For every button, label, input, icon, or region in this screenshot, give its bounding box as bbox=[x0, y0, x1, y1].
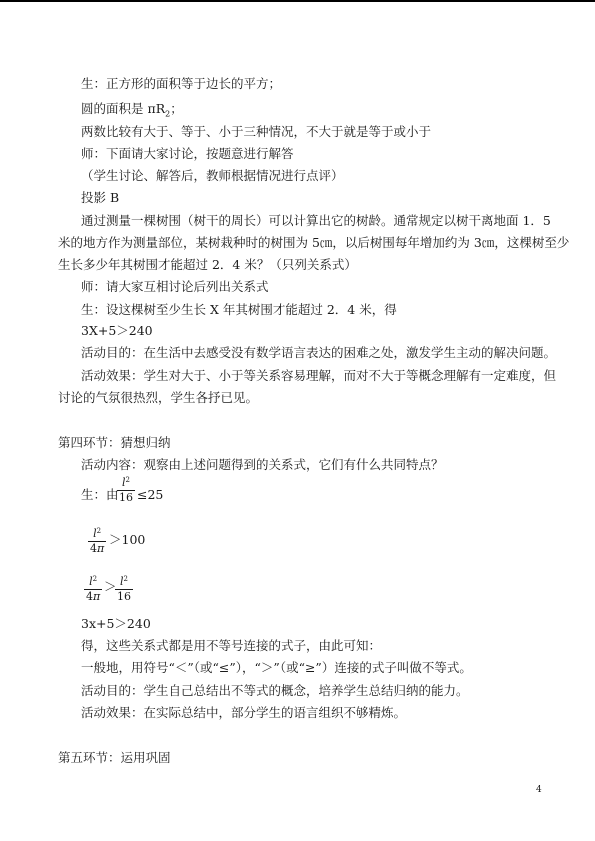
paragraph: 通过测量一棵树围（树干的周长）可以计算出它的树龄。通常规定以树干离地面 1．5 bbox=[81, 213, 551, 228]
header-rule bbox=[0, 0, 595, 2]
relation-gt-100: ＞100 bbox=[109, 532, 146, 547]
equation: 3x+5＞240 bbox=[81, 616, 151, 631]
paragraph: 生长多少年其树围才能超过 2．4 米？（只列关系式） bbox=[58, 257, 357, 272]
paragraph: 两数比较有大于、等于、小于三种情况，不大于就是等于或小于 bbox=[81, 124, 432, 139]
paragraph: 得，这些关系式都是用不等号连接的式子，由此可知： bbox=[81, 638, 382, 653]
fraction-l2-over-4pi: $l^2$ 4π bbox=[90, 527, 105, 555]
fraction-l2-over-16: $l^2$ 16 bbox=[119, 476, 133, 504]
paragraph: 活动内容：观察由上述问题得到的关系式，它们有什么共同特点？ bbox=[81, 457, 444, 472]
paragraph: 米的地方作为测量部位，某树栽种时的树围为 5㎝，以后树围每年增加约为 3㎝，这棵树至少 bbox=[58, 235, 570, 250]
page-number: 4 bbox=[536, 785, 542, 795]
section-heading: 第五环节：运用巩固 bbox=[58, 750, 171, 765]
paragraph: 生：正方形的面积等于边长的平方； bbox=[81, 76, 282, 91]
paragraph: 活动目的：在生活中去感受没有数学语言表达的困难之处，激发学生主动的解决问题。 bbox=[81, 345, 557, 360]
paragraph: 师：下面请大家讨论，按题意进行解答 bbox=[81, 146, 294, 161]
relation-gt: ＞ bbox=[104, 579, 117, 594]
section-heading: 第四环节：猜想归纳 bbox=[58, 435, 171, 450]
paragraph: 活动效果：在实际总结中，部分学生的语言组织不够精炼。 bbox=[81, 705, 407, 720]
paragraph: （学生讨论、解答后，教师根据情况进行点评） bbox=[81, 168, 344, 183]
fraction-l2-over-4pi: $l^2$ 4π bbox=[86, 575, 101, 603]
relation-le-25: ≤25 bbox=[137, 487, 164, 502]
equation: 3X+5＞240 bbox=[81, 323, 153, 338]
paragraph: 师：请大家互相讨论后列出关系式 bbox=[81, 279, 269, 294]
paragraph: 投影 B bbox=[81, 190, 120, 205]
paragraph: 圆的面积是 $\pi R_2$； bbox=[81, 101, 183, 119]
fraction-l2-over-16: $l^2$ 16 bbox=[117, 575, 131, 603]
paragraph: 一般地，用符号“＜”（或“≤”），“＞”（或“≥”）连接的式子叫做不等式。 bbox=[81, 660, 472, 675]
paragraph: 生：设这棵树至少生长 X 年其树围才能超过 2．4 米，得 bbox=[81, 302, 397, 317]
paragraph: 活动目的：学生自己总结出不等式的概念，培养学生总结归纳的能力。 bbox=[81, 683, 469, 698]
paragraph: 讨论的气氛很热烈，学生各抒已见。 bbox=[58, 390, 259, 405]
paragraph: 活动效果：学生对大于、小于等关系容易理解，而对不大于等概念理解有一定难度，但 bbox=[81, 368, 557, 383]
student-label: 生：由 bbox=[81, 487, 119, 502]
